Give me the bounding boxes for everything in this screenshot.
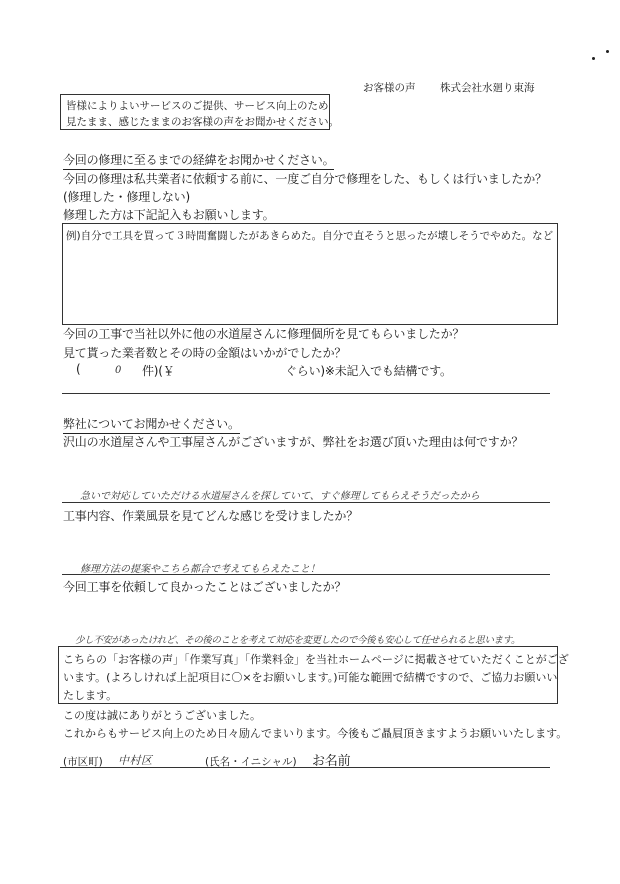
scan-speck [592,57,595,60]
section3-question-1: 沢山の水道屋さんや工事屋さんがございますが、弊社をお選び頂いた理由は何ですか？ [63,435,524,449]
answer-line [62,574,550,575]
answer-impression: 修理方法の提案やこちら都合で考えてもらえたこと！ [80,564,320,575]
company-name: 株式会社水廻り東海 [440,82,535,94]
section2-question-1: 今回の工事で当社以外に他の水道屋さんに修理個所を見てもらいましたか？ [63,327,465,341]
intro-line-2: 見たまま、感じたままのお客様の声をお聞かせください。 [66,116,339,128]
section2-question-2: 見て貰った業者数とその時の金額はいかがでしたか？ [63,346,347,360]
name-value: お名前 [312,754,351,769]
consent-line-1: こちらの「お客様の声」「作業写真」「作業料金」を当社ホームページに掲載させていただくことがござ [63,653,569,666]
answer-line [62,502,550,503]
section3-heading: 弊社についてお聞かせください。 [63,415,240,434]
repair-example-text: 例)自分で工具を買って３時間奮闘したがあきらめた。自分で直そうと思ったが壊しそうでやめた。など [66,230,554,242]
answer-line [62,393,550,394]
section3-question-2: 工事内容、作業風景を見てどんな感じを受けましたか？ [63,509,359,523]
vendor-count-open: ( [76,362,81,376]
vendor-count-value: 0 [115,365,122,376]
intro-line-1: 皆様によりよいサービスのご提供、サービス向上のため [66,100,329,112]
section3-question-3: 今回工事を依頼して良かったことはございましたか？ [63,580,347,594]
closing-line-2: これからもサービス向上のため日々励んでまいります。今後もご贔屓頂きますようお願いいたします。 [63,727,568,740]
consent-line-3: たします。 [63,689,118,702]
signature-line [60,767,550,768]
form-title: お客様の声 [363,82,416,94]
scan-speck [606,50,609,53]
consent-line-2: います。(よろしければ上記項目に〇×をお願いします。)可能な範囲で結構ですので、ご協力お願いい [63,671,558,684]
repair-options: (修理した・修理しない) [63,190,190,204]
section1-heading: 今回の修理に至るまでの経緯をお聞かせください。 [63,151,334,170]
section1-question-2: 修理した方は下記記入もお願いします。 [63,208,275,222]
closing-line-1: この度は誠にありがとうございました。 [63,709,261,722]
section1-question-1: 今回の修理は私共業者に依頼する前に、一度ご自分で修理をした、もしくは行いましたか？ [63,172,547,186]
vendor-count-unit: 件)(￥ [142,364,175,378]
answer-reason: 急いで対応していただける水道屋さんを探していて、すぐ修理してもらえそうだったから [80,491,480,502]
answer-benefit: 少し不安があったけれど、その後のことを考えて対応を変更したので今後も安心して任せられると思います。 [75,635,521,646]
name-label: (氏名・イニシャル) [205,756,297,768]
city-value: 中村区 [118,754,153,767]
city-label: (市区町) [63,756,103,768]
price-note: ぐらい)※未記入でも結構です。 [285,364,452,378]
